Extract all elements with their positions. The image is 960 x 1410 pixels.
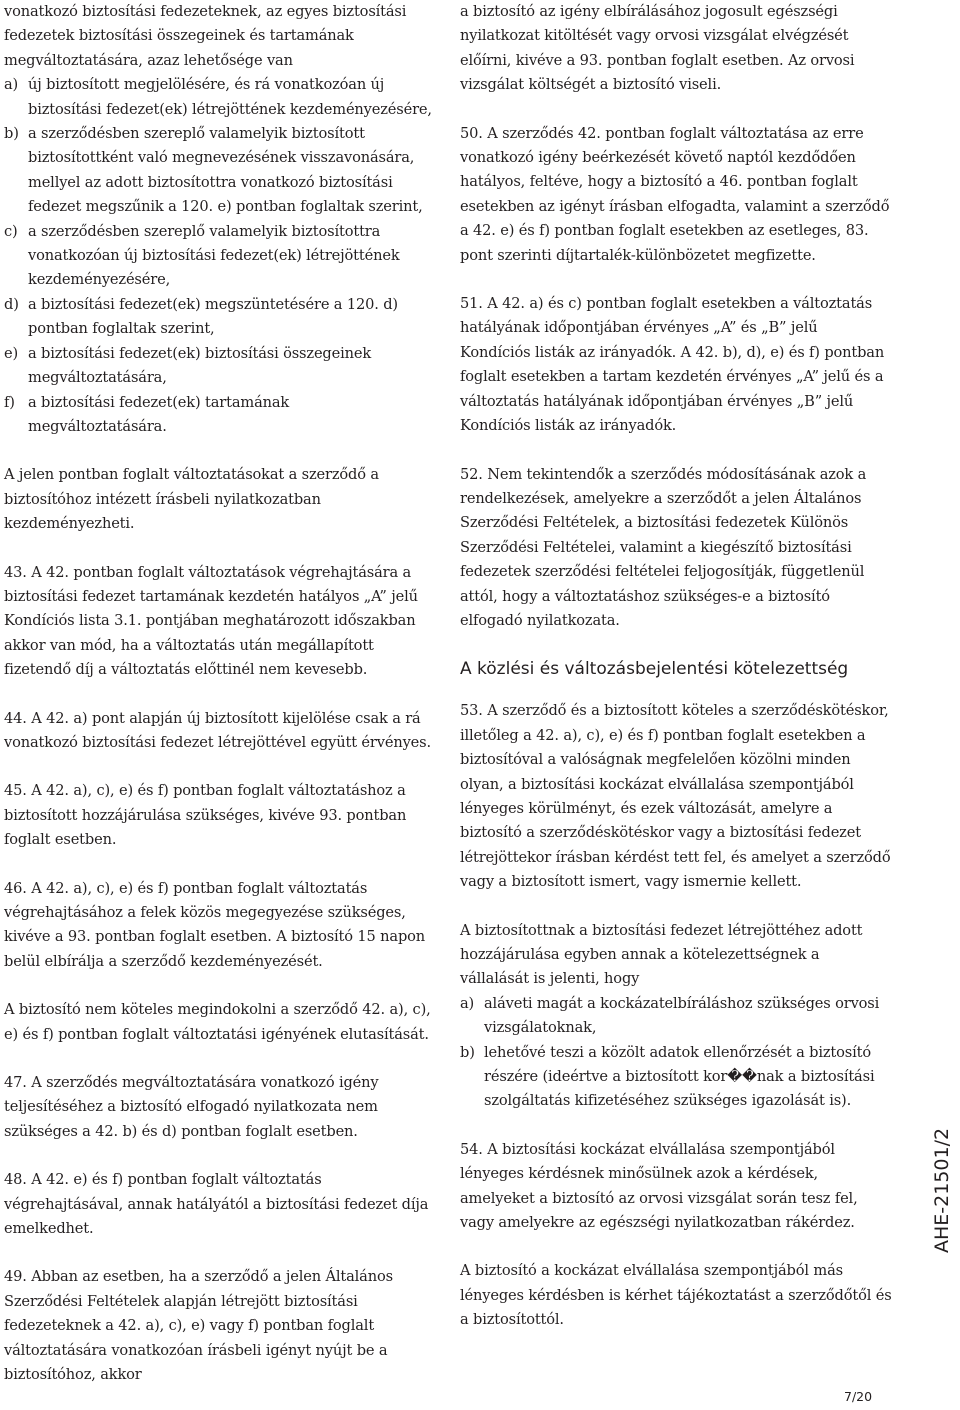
paragraph-50: 50. A szerződés 42. pontban foglalt változtatása az erre vonatkozó igény beérkezését követő naptól kezdődően hatályos, feltéve, hogy a biztosító a 46. pontban foglalt esetekben az igényt írásban elfogadta, valamint a szerződő a 42. e) és f) pontban foglalt esetekben az esetleges, 83. pont szerinti díjtartalék-különbözetet megfizette. <box>460 124 890 264</box>
paragraph-44: 44. A 42. a) pont alapján új biztosított kijelölése csak a rá vonatkozó biztosítási fedezet létrejöttével együtt érvényes. <box>4 709 431 751</box>
change-options-list <box>4 73 432 439</box>
list-item-label: b) <box>4 125 19 143</box>
list-item-text: aláveti magát a kockázatelbíráláshoz szükséges orvosi vizsgálatoknak, <box>484 994 880 1037</box>
paragraph-46: 46. A 42. a), c), e) és f) pontban foglalt változtatás végrehajtásához a felek közös megegyezése szükséges, kivéve a 93. pontban foglalt esetben. A biztosító 15 napon belül elbírálja a szerződő kezdeményezését. <box>4 879 426 970</box>
paragraph-43: 43. A 42. pontban foglalt változtatások végrehajtására a biztosítási fedezet tartamának kezdetén hatályos „A” jelű Kondíciós lista 3.1. pontjában meghatározott időszakban akkor van mód, ha a változtatás után megállapított fizetendő díj a változtatás előttinél nem kevesebb. <box>4 563 418 679</box>
section-heading: A közlési és változásbejelentési kötelezettség <box>460 659 849 680</box>
left-column <box>4 0 432 1388</box>
list-item <box>4 122 432 220</box>
paragraph-48: 48. A 42. e) és f) pontban foglalt változtatás végrehajtásával, annak hatályától a biztosítási fedezet díja emelkedhet. <box>4 1171 429 1238</box>
list-item <box>4 391 432 440</box>
paragraph-51: 51. A 42. a) és c) pontban foglalt esetekben a változtatás hatályának időpontjában érvényes „A” és „B” jelű Kondíciós listák az irányadók. A 42. b), d), e) és f) pontban foglalt esetekben a tartam kezdetén érvényes „A” jelű és a változtatás hatályának időpontjában érvényes „B” jelű Kondíciós listák az irányadók. <box>460 295 885 435</box>
list-item <box>460 1041 892 1114</box>
paragraph-54: 54. A biztosítási kockázat elvállalása szempontjából lényeges kérdésnek minősülnek azok a kérdések, amelyeket a biztosító az orvosi vizsgálat során tesz fel, vagy amelyekre az egészségi nyilatkozatban rákérdez. <box>460 1140 858 1232</box>
paragraph-53: 53. A szerződő és a biztosított köteles a szerződéskötéskor, illetőleg a 42. a), c), e) és f) pontban foglalt esetekben a biztosítóval a valóságnak megfelelően közölni minden olyan, a biztosítási kockázat elvállalása szempontjából lényeges körülményt, és ezek változását, amelyre a biztosító a szerződéskötéskor vagy a biztosítási fedezet létrejöttekor írásban kérdést tett fel, és amelyet a szerződő vagy a biztosított ismert, vagy ismernie kellett. <box>460 702 891 891</box>
list-item-label: e) <box>4 344 19 362</box>
list-item <box>4 293 432 342</box>
list-item-label: d) <box>4 295 19 313</box>
list-item-text: a szerződésben szereplő valamelyik biztosítottra vonatkozóan új biztosítási fedezet(ek) létrejöttének kezdeményezésére, <box>28 222 400 289</box>
list-item-label: c) <box>4 222 18 240</box>
paragraph: a biztosító az igény elbírálásához jogosult egészségi nyilatkozat kitöltését vagy orvosi vizsgálat elvégzését előírni, kivéve a 93. pontban foglalt esetben. Az orvosi vizsgálat költségét a biztosító viseli. <box>460 3 855 94</box>
list-item-label: b) <box>460 1043 475 1061</box>
paragraph-49: 49. Abban az esetben, ha a szerződő a jelen Általános Szerződési Feltételek alapján létrejött biztosítási fedezeteknek a 42. a), c), e) vagy f) pontban foglalt változtatására vonatkozóan írásbeli igényt nyújt be a biztosítóhoz, akkor <box>4 1268 393 1384</box>
paragraph: A biztosító nem köteles megindokolni a szerződő 42. a), c), e) és f) pontban foglalt változtatási igényének elutasítását. <box>4 1001 431 1043</box>
paragraph: A jelen pontban foglalt változtatásokat a szerződő a biztosítóhoz intézett írásbeli nyilatkozatban kezdeményezheti. <box>4 466 379 533</box>
intro-paragraph: vonatkozó biztosítási fedezeteknek, az egyes biztosítási fedezetek biztosítási összegeinek és tartamának megváltoztatására, azaz lehetősége van <box>4 3 407 69</box>
paragraph: A biztosító a kockázat elvállalása szempontjából más lényeges kérdésben is kérhet tájékoztatást a szerződőtől és a biztosítottól. <box>460 1262 892 1329</box>
paragraph: A biztosítottnak a biztosítási fedezet létrejöttéhez adott hozzájárulása egyben annak a kötelezettségnek a vállalását is jelenti, hogy <box>460 921 863 988</box>
list-item-text: lehetővé teszi a közölt adatok ellenőrzését a biztosító részére (ideértve a biztosított kor��nak a biztosítási szolgáltatás kifizetéséhez szükséges igazolását is). <box>484 1043 875 1110</box>
right-column <box>460 0 892 1333</box>
list-item-text: a biztosítási fedezet(ek) biztosítási összegeinek megváltoztatására, <box>28 344 372 387</box>
paragraph-52: 52. Nem tekintendők a szerződés módosításának azok a rendelkezések, amelyekre a szerződőt a jelen Általános Szerződési Feltételek, a biztosítási fedezetek Különös Szerződési Feltételei, valamint a kiegészítő biztosítási fedezetek szerződési feltételei feljogosítják, függetlenül attól, hogy a változtatáshoz szükséges-e a biztosító elfogadó nyilatkozata. <box>460 465 867 629</box>
list-item-text: a szerződésben szereplő valamelyik biztosított biztosítottként való megnevezésének visszavonására, mellyel az adott biztosítottra vonatkozó biztosítási fedezet megszűnik a 120. e) pontban foglaltak szerint, <box>28 125 423 216</box>
list-item-text: új biztosított megjelölésére, és rá vonatkozóan új biztosítási fedezet(ek) létrejöttének kezdeményezésére, <box>28 76 432 118</box>
list-item <box>4 342 432 391</box>
list-item-text: a biztosítási fedezet(ek) megszüntetésére a 120. d) pontban foglaltak szerint, <box>28 295 398 338</box>
list-item <box>460 992 892 1041</box>
paragraph-47: 47. A szerződés megváltoztatására vonatkozó igény teljesítéséhez a biztosító elfogadó nyilatkozata nem szükséges a 42. b) és d) pontban foglalt esetben. <box>4 1074 379 1140</box>
list-item <box>4 73 432 122</box>
paragraph-45: 45. A 42. a), c), e) és f) pontban foglalt változtatáshoz a biztosított hozzájárulása szükséges, kivéve 93. pontban foglalt esetben. <box>4 782 407 849</box>
list-item <box>4 220 432 293</box>
list-item-label: f) <box>4 393 15 411</box>
page-number: 7/20 <box>844 1389 873 1404</box>
obligations-list <box>460 992 892 1114</box>
document-code: AHE-21501/2 <box>931 1127 953 1253</box>
list-item-label: a) <box>4 76 19 94</box>
list-item-text: a biztosítási fedezet(ek) tartamának megváltoztatására. <box>28 393 290 435</box>
list-item-label: a) <box>460 994 475 1012</box>
